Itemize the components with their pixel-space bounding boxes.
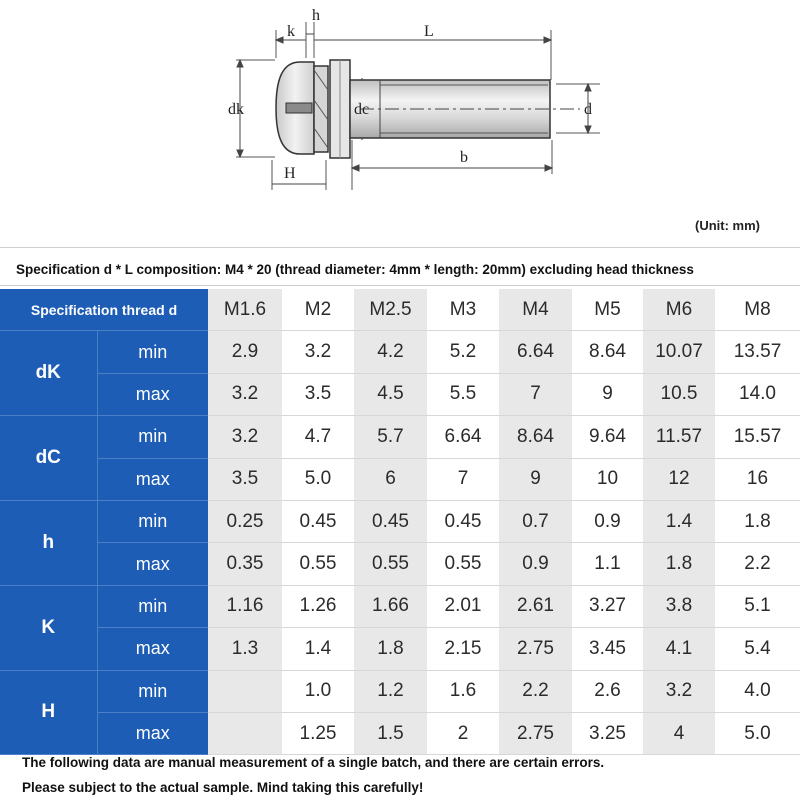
divider-bottom <box>0 285 800 286</box>
size-header-m2-5: M2.5 <box>354 289 427 331</box>
table-cell: 7 <box>499 373 572 415</box>
param-dc: dC <box>0 416 97 501</box>
size-header-m3: M3 <box>427 289 499 331</box>
table-row <box>0 500 800 542</box>
table-cell: 4.2 <box>354 331 427 373</box>
table-row <box>0 543 800 585</box>
table-cell: 0.9 <box>572 500 643 542</box>
label-dk: dk <box>228 101 244 118</box>
table-cell: 3.2 <box>208 373 282 415</box>
table-cell: 5.0 <box>715 712 800 754</box>
table-cell: 0.7 <box>499 500 572 542</box>
table-cell <box>208 670 282 712</box>
param-h: h <box>0 500 97 585</box>
table-cell: 1.4 <box>643 500 715 542</box>
footer-note-2: Please subject to the actual sample. Mind taking this carefully! <box>22 780 424 795</box>
table-cell: 2.2 <box>715 543 800 585</box>
divider-top <box>0 247 800 248</box>
table-cell: 1.1 <box>572 543 643 585</box>
label-H: H <box>284 165 296 182</box>
label-dc: dc <box>354 101 370 118</box>
specification-line: Specification d * L composition: M4 * 20 (thread diameter: 4mm * length: 20mm) excluding head thickness <box>16 262 694 277</box>
table-cell: 15.57 <box>715 416 800 458</box>
label-h: h <box>312 7 320 24</box>
table-cell: 3.5 <box>208 458 282 500</box>
table-cell: 5.5 <box>427 373 499 415</box>
table-cell: 3.2 <box>643 670 715 712</box>
label-k: k <box>287 23 295 40</box>
table-cell: 2.2 <box>499 670 572 712</box>
table-cell: 4.5 <box>354 373 427 415</box>
table-row <box>0 416 800 458</box>
table-cell: 2 <box>427 712 499 754</box>
table-cell: 0.55 <box>282 543 354 585</box>
param-dk: dK <box>0 331 97 416</box>
row-label-min: min <box>97 585 208 627</box>
table-cell: 6 <box>354 458 427 500</box>
table-row <box>0 458 800 500</box>
table-cell: 0.25 <box>208 500 282 542</box>
size-header-m4: M4 <box>499 289 572 331</box>
table-cell: 1.8 <box>643 543 715 585</box>
table-row <box>0 373 800 415</box>
table-cell: 12 <box>643 458 715 500</box>
table-cell: 2.9 <box>208 331 282 373</box>
table-cell: 14.0 <box>715 373 800 415</box>
screw-dimension-diagram <box>0 0 800 200</box>
table-cell: 5.2 <box>427 331 499 373</box>
table-cell <box>208 712 282 754</box>
label-L: L <box>424 23 434 40</box>
table-cell: 0.45 <box>427 500 499 542</box>
table-cell: 0.45 <box>354 500 427 542</box>
table-cell: 5.0 <box>282 458 354 500</box>
table-cell: 0.45 <box>282 500 354 542</box>
size-header-m1-6: M1.6 <box>208 289 282 331</box>
table-cell: 0.55 <box>427 543 499 585</box>
table-cell: 9.64 <box>572 416 643 458</box>
table-cell: 1.8 <box>354 628 427 670</box>
size-header-m8: M8 <box>715 289 800 331</box>
table-cell: 0.35 <box>208 543 282 585</box>
row-label-max: max <box>97 543 208 585</box>
table-cell: 13.57 <box>715 331 800 373</box>
table-cell: 5.4 <box>715 628 800 670</box>
size-header-m6: M6 <box>643 289 715 331</box>
table-cell: 1.26 <box>282 585 354 627</box>
table-cell: 2.75 <box>499 712 572 754</box>
row-label-min: min <box>97 500 208 542</box>
header-label: Specification thread d <box>0 289 208 331</box>
table-cell: 10 <box>572 458 643 500</box>
table-cell: 4.1 <box>643 628 715 670</box>
row-label-max: max <box>97 628 208 670</box>
table-row <box>0 585 800 627</box>
row-label-min: min <box>97 670 208 712</box>
row-label-max: max <box>97 373 208 415</box>
table-cell: 1.66 <box>354 585 427 627</box>
row-label-max: max <box>97 458 208 500</box>
table-cell: 1.8 <box>715 500 800 542</box>
param-h: H <box>0 670 97 755</box>
row-label-max: max <box>97 712 208 754</box>
table-cell: 1.0 <box>282 670 354 712</box>
table-header-row <box>0 289 800 331</box>
table-cell: 0.55 <box>354 543 427 585</box>
row-label-min: min <box>97 416 208 458</box>
table-cell: 1.4 <box>282 628 354 670</box>
table-cell: 3.2 <box>282 331 354 373</box>
table-row <box>0 670 800 712</box>
table-cell: 4.7 <box>282 416 354 458</box>
table-cell: 2.15 <box>427 628 499 670</box>
table-row <box>0 628 800 670</box>
table-cell: 4.0 <box>715 670 800 712</box>
table-cell: 1.16 <box>208 585 282 627</box>
table-cell: 16 <box>715 458 800 500</box>
table-cell: 6.64 <box>427 416 499 458</box>
size-header-m5: M5 <box>572 289 643 331</box>
table-cell: 7 <box>427 458 499 500</box>
size-header-m2: M2 <box>282 289 354 331</box>
table-cell: 2.6 <box>572 670 643 712</box>
table-cell: 3.27 <box>572 585 643 627</box>
table-cell: 4 <box>643 712 715 754</box>
table-cell: 2.61 <box>499 585 572 627</box>
table-cell: 1.3 <box>208 628 282 670</box>
table-row <box>0 331 800 373</box>
table-cell: 3.5 <box>282 373 354 415</box>
row-label-min: min <box>97 331 208 373</box>
param-k: K <box>0 585 97 670</box>
label-d: d <box>584 101 592 118</box>
table-cell: 1.25 <box>282 712 354 754</box>
table-cell: 10.07 <box>643 331 715 373</box>
table-cell: 11.57 <box>643 416 715 458</box>
table-cell: 0.9 <box>499 543 572 585</box>
table-cell: 2.75 <box>499 628 572 670</box>
table-row <box>0 712 800 754</box>
table-cell: 1.5 <box>354 712 427 754</box>
table-cell: 10.5 <box>643 373 715 415</box>
table-cell: 8.64 <box>572 331 643 373</box>
footer-note-1: The following data are manual measurement of a single batch, and there are certain errors. <box>22 755 605 770</box>
table-cell: 5.1 <box>715 585 800 627</box>
table-cell: 5.7 <box>354 416 427 458</box>
table-cell: 2.01 <box>427 585 499 627</box>
table-cell: 3.25 <box>572 712 643 754</box>
table-cell: 3.2 <box>208 416 282 458</box>
table-cell: 3.8 <box>643 585 715 627</box>
table-cell: 3.45 <box>572 628 643 670</box>
specification-table <box>0 289 800 755</box>
table-cell: 9 <box>499 458 572 500</box>
table-cell: 8.64 <box>499 416 572 458</box>
unit-note: (Unit: mm) <box>695 218 760 233</box>
table-cell: 9 <box>572 373 643 415</box>
table-cell: 1.6 <box>427 670 499 712</box>
label-b: b <box>460 149 468 166</box>
table-cell: 6.64 <box>499 331 572 373</box>
table-cell: 1.2 <box>354 670 427 712</box>
